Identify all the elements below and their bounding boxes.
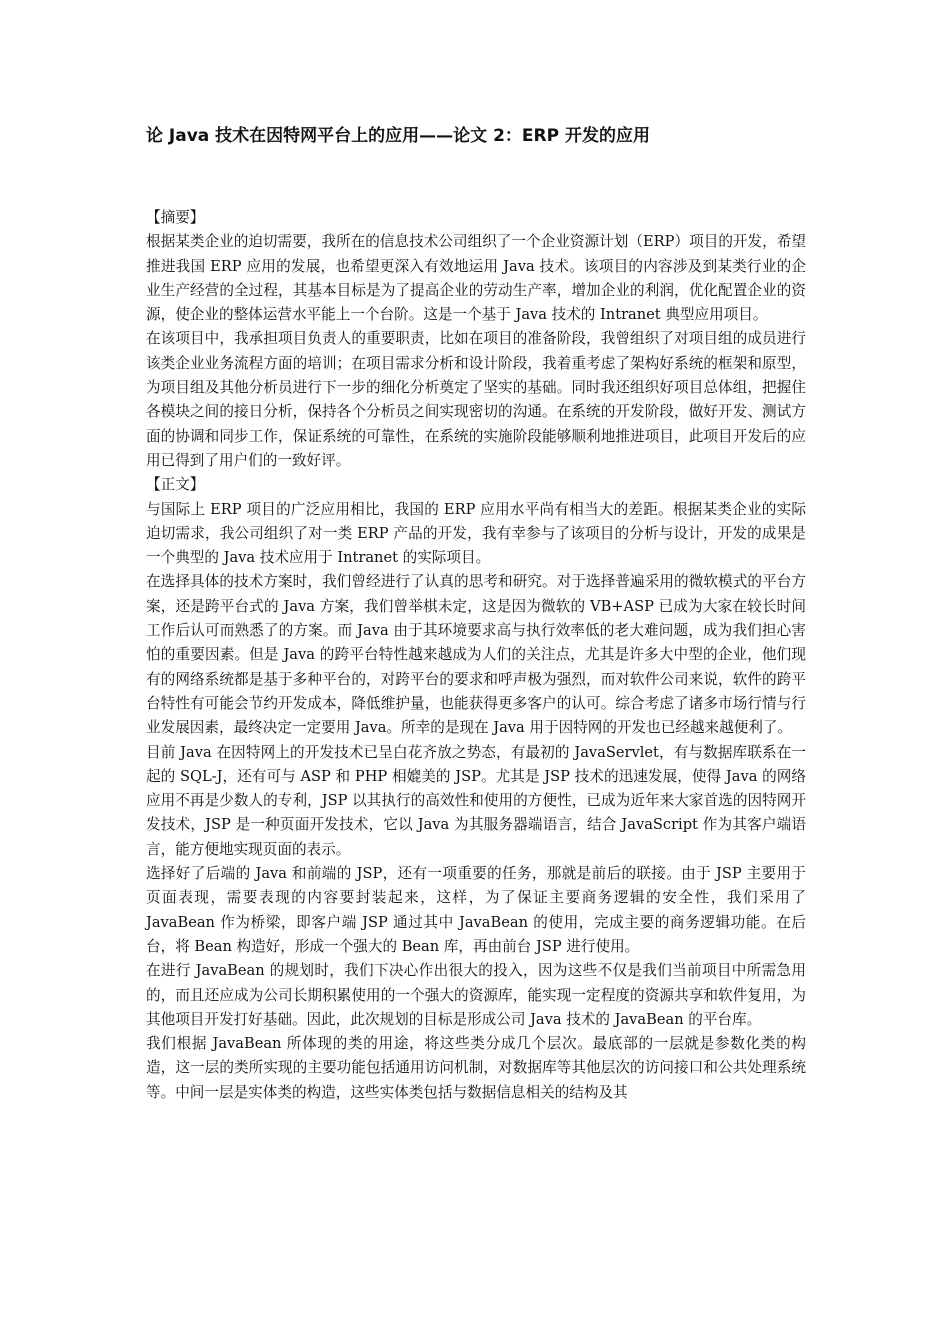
body-paragraph-4: 选择好了后端的 Java 和前端的 JSP，还有一项重要的任务，那就是前后的联接。由于 JSP 主要用于页面表现，需要表现的内容要封装起来，这样，为了保证主要商务逻辑的安全性，我们采用了 JavaBean 作为桥梁，即客户端 JSP 通过其中 JavaBean 的使用，完成主要的商务逻辑功能。在后台，将 Bean 构造好，形成一个强大的 Bean 库，再由前台 JSP 进行使用。 bbox=[146, 865, 806, 955]
body-paragraph-1: 与国际上 ERP 项目的广泛应用相比，我国的 ERP 应用水平尚有相当大的差距。根据某类企业的实际迫切需求，我公司组织了对一类 ERP 产品的开发，我有幸参与了该项目的分析与设计，开发的成果是一个典型的 Java 技术应用于 Intranet 的实际项目。 bbox=[146, 500, 806, 567]
body-paragraph-2: 在选择具体的技术方案时，我们曾经进行了认真的思考和研究。对于选择普遍采用的微软模式的平台方案，还是跨平台式的 Java 方案，我们曾举棋未定，这是因为微软的 VB+ASP 已成为大家在较长时间工作后认可而熟悉了的方案。而 Java 由于其环境要求高与执行效率低的老大难问题，成为我们担心害怕的重要因素。但是 Java 的跨平台特性越来越成为人们的关注点，尤其是许多大中型的企业，他们现有的网络系统都是基于多种平台的，对跨平台的要求和呼声极为强烈，而对软件公司来说，软件的跨平台特性有可能会节约开发成本，降低维护量，也能获得更多客户的认可。综合考虑了诸多市场行情与行业发展因素，最终决定一定要用 Java。所幸的是现在 Java 用于因特网的开发也已经越来越便利了。 bbox=[146, 573, 806, 737]
abstract-paragraph-1: 根据某类企业的迫切需要，我所在的信息技术公司组织了一个企业资源计划（ERP）项目的开发，希望推进我国 ERP 应用的发展，也希望更深入有效地运用 Java 技术。该项目的内容涉及到某类行业的企业生产经营的全过程，其基本目标是为了提高企业的劳动生产率，增加企业的利润，优化配置企业的资源，使企业的整体运营水平能上一个台阶。这是一个基于 Java 技术的 Intranet 典型应用项目。 bbox=[146, 233, 806, 324]
abstract-heading: 【摘要】 bbox=[146, 209, 205, 226]
body-paragraph-3: 目前 Java 在因特网上的开发技术已呈白花齐放之势态，有最初的 JavaServlet，有与数据库联系在一起的 SQL-J，还有可与 ASP 和 PHP 相媲美的 JSP。尤其是 JSP 技术的迅速发展，使得 Java 的网络应用不再是少数人的专利，JSP 以其执行的高效性和使用的方便性，已成为近年来大家首选的因特网开发技术，JSP 是一种页面开发技术，它以 Java 为其服务器端语言，结合 JavaScript 作为其客户端语言，能方便地实现页面的表示。 bbox=[146, 743, 806, 858]
document-body bbox=[146, 206, 806, 1105]
body-paragraph-5: 在进行 JavaBean 的规划时，我们下决心作出很大的投入，因为这些不仅是我们当前项目中所需急用的，而且还应成为公司长期积累使用的一个强大的资源库，能实现一定程度的资源共享和软件复用，为其他项目开发打好基础。因此，此次规划的目标是形成公司 Java 技术的 JavaBean 的平台库。 bbox=[146, 962, 806, 1028]
body-paragraph-6: 我们根据 JavaBean 所体现的类的用途，将这些类分成几个层次。最底部的一层就是参数化类的构造，这一层的类所实现的主要功能包括通用访问机制，对数据库等其他层次的访问接口和公共处理系统等。中间一层是实体类的构造，这些实体类包括与数据信息相关的结构及其 bbox=[146, 1035, 806, 1101]
body-heading: 【正文】 bbox=[146, 476, 205, 494]
abstract-paragraph-2: 在该项目中，我承担项目负责人的重要职责，比如在项目的准备阶段，我曾组织了对项目组的成员进行该类企业业务流程方面的培训；在项目需求分析和设计阶段，我着重考虑了架构好系统的框架和原型，为项目组及其他分析员进行下一步的细化分析奠定了坚实的基础。同时我还组织好项目总体组，把握住各模块之间的接日分析，保持各个分析员之间实现密切的沟通。在系统的开发阶段，做好开发、测试方面的协调和同步工作，保证系统的可靠性，在系统的实施阶段能够顺利地推进项目，此项目开发后的应用已得到了用户们的一致好评。 bbox=[146, 330, 806, 469]
document-title: 论 Java 技术在因特网平台上的应用——论文 2：ERP 开发的应用 bbox=[146, 126, 651, 146]
